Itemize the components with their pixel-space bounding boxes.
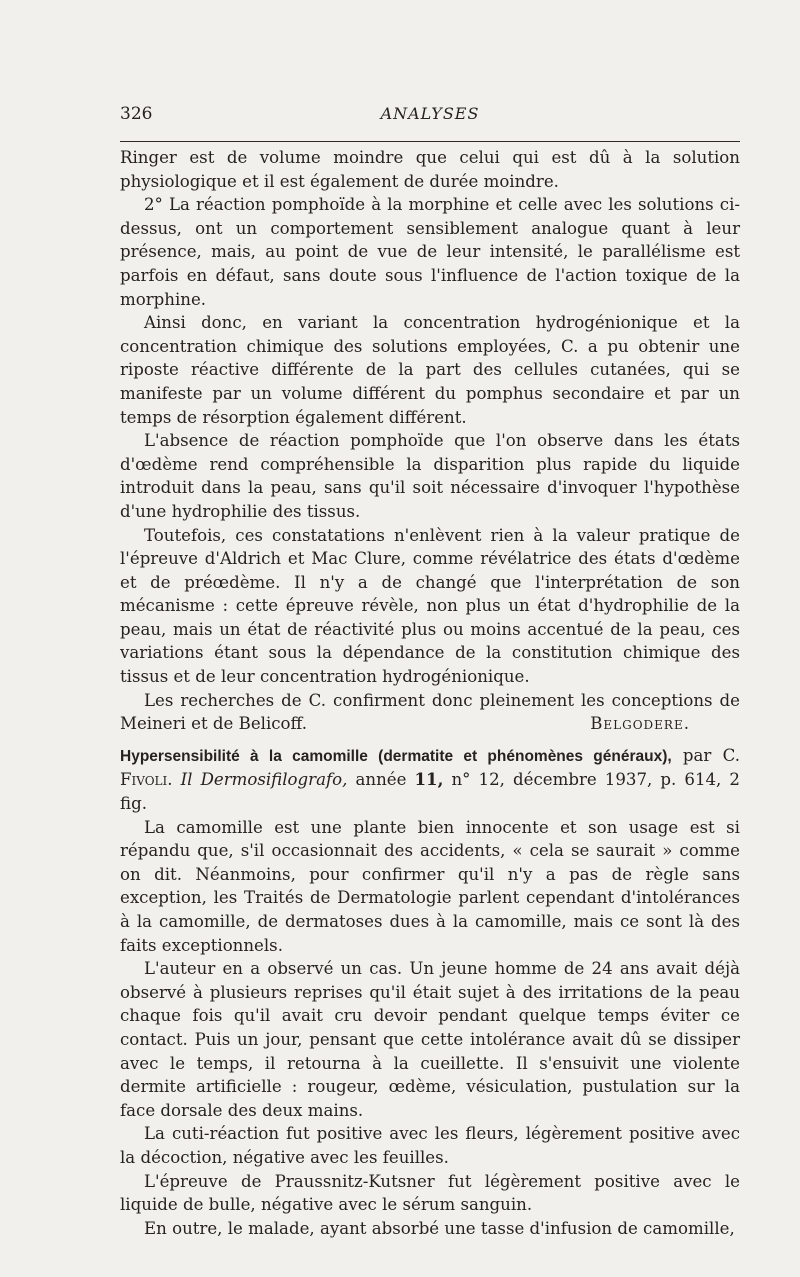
running-title: ANALYSES <box>380 104 480 123</box>
paragraph-text: Les recherches de C. confirment donc pleinement les conceptions de Meineri et de Belicoff. <box>120 690 740 734</box>
running-header <box>120 104 740 128</box>
paragraph: La camomille est une plante bien innocente et son usage est si répandu que, s'il occasionnait des accidents, « cela se saurait » comme on dit. Néanmoins, pour confirmer qu'il n'y a pas de règle sans exception, les Traités de Dermatologie parlent cependant d'intolérances à la camomille, de dermatoses dues à la camomille, mais ce sont là des faits exceptionnels. <box>120 817 740 955</box>
article-heading <box>120 744 740 816</box>
article-annee: année <box>355 770 407 790</box>
spacer <box>120 736 740 744</box>
paragraph-with-signature <box>120 689 740 736</box>
article-title: Hypersensibilité à la camomille (dermatite et phénomènes généraux), <box>120 747 672 765</box>
paragraph: L'épreuve de Praussnitz-Kutsner fut légèrement positive avec le liquide de bulle, négative avec le sérum sanguin. <box>120 1171 740 1215</box>
text-body <box>120 146 740 1240</box>
paragraph: L'absence de réaction pomphoïde que l'on observe dans les états d'œdème rend compréhensible la disparition plus rapide du liquide introduit dans la peau, sans qu'il soit nécessaire d'invoquer l'hypothèse d'une hydrophilie des tissus. <box>120 431 740 521</box>
paragraph: Ringer est de volume moindre que celui qui est dû à la solution physiologique et il est également de durée moindre. <box>120 148 740 191</box>
paragraph: La cuti-réaction fut positive avec les fleurs, légèrement positive avec la décoction, négative avec les feuilles. <box>120 1124 740 1167</box>
paragraph: L'auteur en a observé un cas. Un jeune homme de 24 ans avait déjà observé à plusieurs reprises qu'il était sujet à des irritations de la peau chaque fois qu'il avait cru devoir pendant quelque temps éviter ce contact. Puis un jour, pensant que cette intolérance avait dû se dissiper avec le temps, il retourna à la cueillette. Il s'ensuivit une violente dermite artificielle : rougeur, œdème, vésiculation, pustulation sur la face dorsale des deux mains. <box>120 959 740 1120</box>
article-author: C. Fivoli. <box>120 745 741 790</box>
signature: Belgodere. <box>590 714 690 734</box>
paragraph: 2° La réaction pomphoïde à la morphine et celle avec les solutions ci-dessus, ont un comportement sensiblement analogue quant à leur présence, mais, au point de vue de leur intensité, le parallélisme est parfois en défaut, sans doute sous l'influence de l'action toxique de la morphine. <box>120 195 740 309</box>
header-rule <box>120 141 740 142</box>
article-par: par <box>682 745 712 765</box>
paragraph: Ainsi donc, en variant la concentration hydrogénionique et la concentration chimique des solutions employées, C. a pu obtenir une riposte réactive différente de la part des cellules cutanées, qui se manifeste par un volume différent du pomphus secondaire et par un temps de résorption également différent. <box>120 313 740 427</box>
page-number: 326 <box>120 104 153 124</box>
article-volume: 11, <box>414 769 444 790</box>
paragraph: Toutefois, ces constatations n'enlèvent rien à la valeur pratique de l'épreuve d'Aldrich et Mac Clure, comme révélatrice des états d'œdème et de préœdème. Il n'y a de changé que l'interprétation de son mécanisme : cette épreuve révèle, non plus un état d'hydrophilie de la peau, mais un état de réactivité plus ou moins accentué de la peau, ces variations étant sous la dépendance de la constitution chimique des tissus et de leur concentration hydrogénionique. <box>120 525 740 687</box>
article-journal: Il Dermosifilografo, <box>180 770 348 790</box>
paragraph: En outre, le malade, ayant absorbé une tasse d'infusion de camomille, <box>144 1218 735 1238</box>
article-citation: n° 12, décembre 1937, p. 614, 2 fig. <box>120 770 740 814</box>
